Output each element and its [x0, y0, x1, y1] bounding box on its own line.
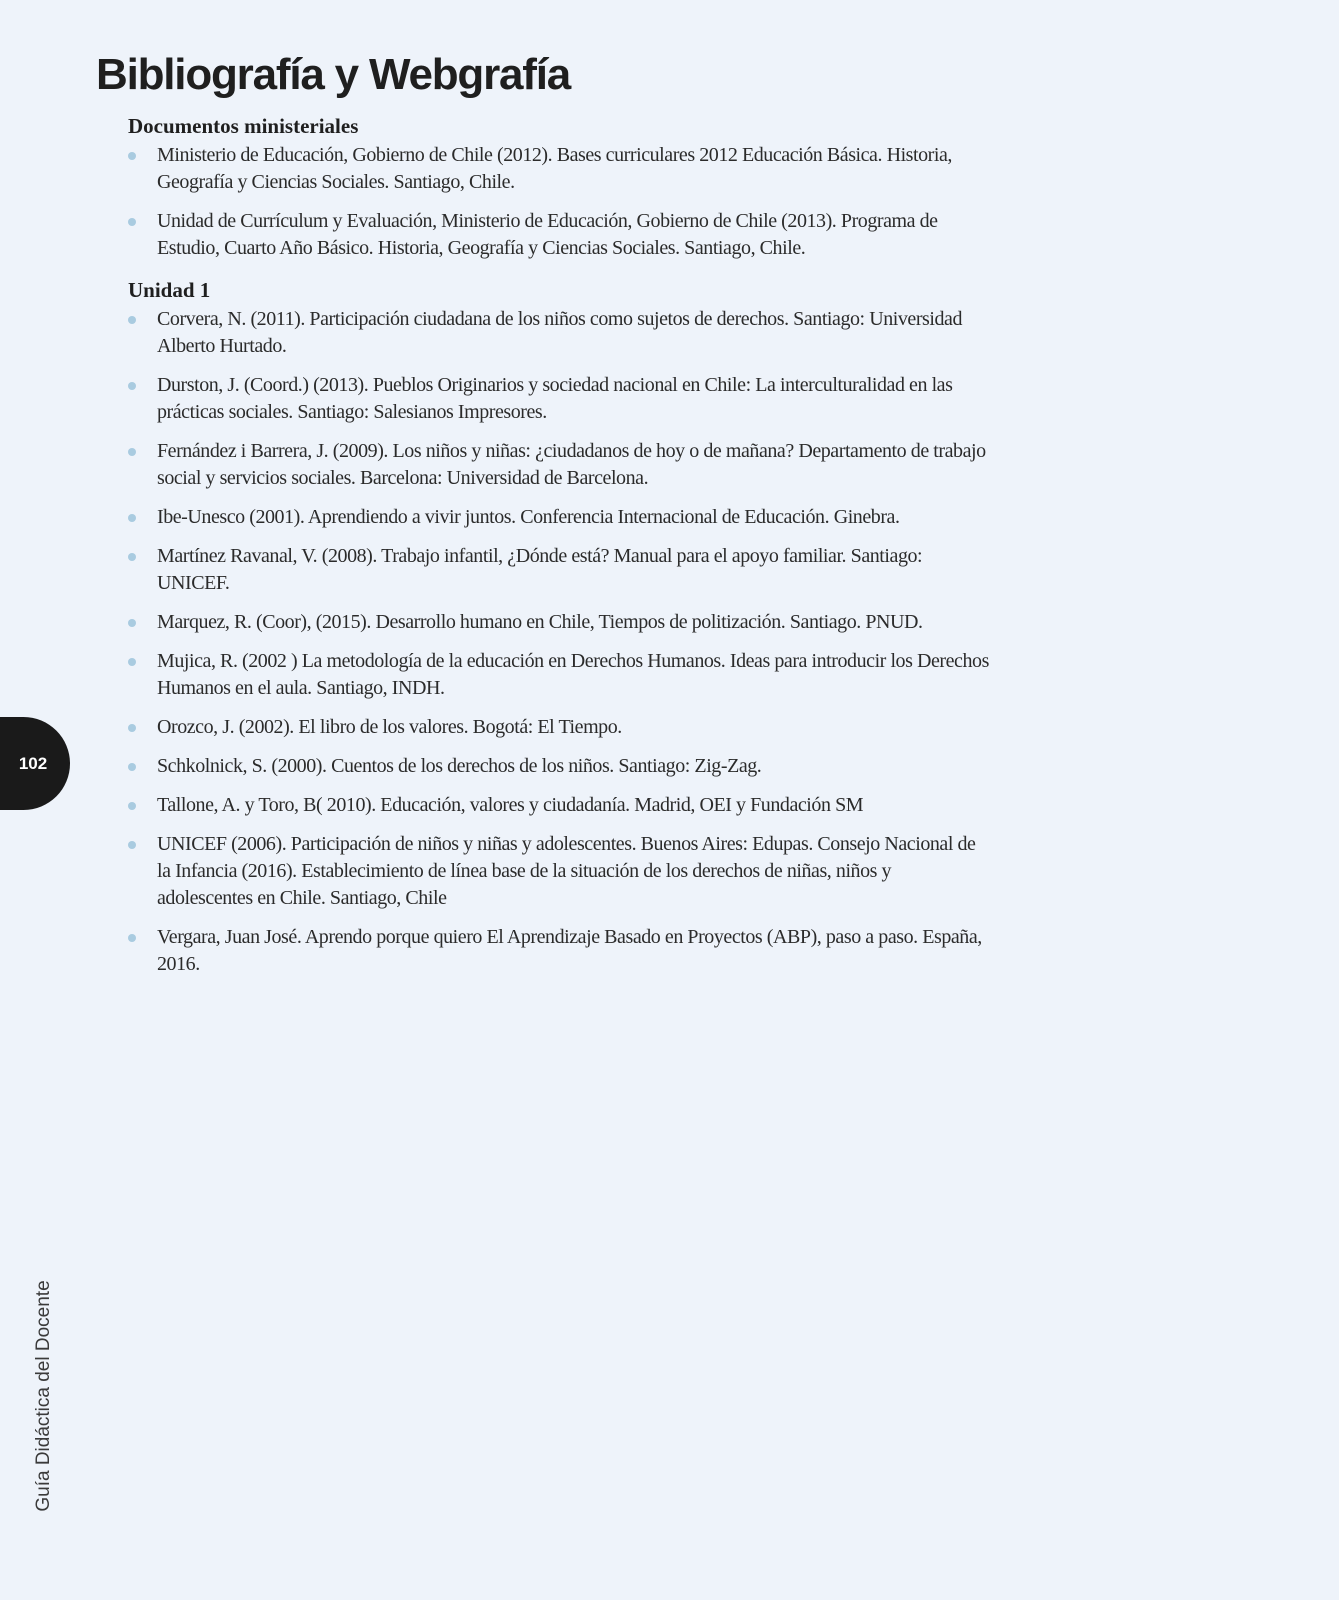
bullet-icon: [128, 218, 136, 226]
bibliography-entry-text: Ministerio de Educación, Gobierno de Chile (2012). Bases curriculares 2012 Educación Básica. Historia, Geografía y Ciencias Sociales. Santiago, Chile.: [157, 144, 952, 193]
bibliography-entry-text: Vergara, Juan José. Aprendo porque quiero El Aprendizaje Basado en Proyectos (ABP), paso a paso. España, 2016.: [157, 926, 982, 975]
bibliography-entry: [128, 714, 990, 741]
bibliography-entry-text: Mujica, R. (2002 ) La metodología de la educación en Derechos Humanos. Ideas para introducir los Derechos Humanos en el aula. Santiago, INDH.: [157, 650, 989, 699]
bibliography-entry: [128, 504, 990, 531]
bibliography-list-unidad-1: [128, 306, 990, 978]
bibliography-entry-text: UNICEF (2006). Participación de niños y niñas y adolescentes. Buenos Aires: Edupas. Consejo Nacional de la Infancia (2016). Establecimiento de línea base de la situación de los derechos de niñas, niños y adolescentes en Chile. Santiago, Chile: [157, 833, 976, 909]
bullet-icon: [128, 514, 136, 522]
side-label: Guía Didáctica del Docente: [33, 1280, 54, 1512]
bibliography-entry: [128, 543, 990, 597]
bibliography-entry: [128, 438, 990, 492]
bibliography-entry: [128, 306, 990, 360]
bibliography-entry: [128, 609, 990, 636]
bibliography-entry: [128, 792, 990, 819]
page-number-tab: [0, 717, 70, 810]
bibliography-entry-text: Fernández i Barrera, J. (2009). Los niños y niñas: ¿ciudadanos de hoy o de mañana? Departamento de trabajo social y servicios sociales. Barcelona: Universidad de Barcelona.: [157, 440, 986, 489]
bibliography-entry: [128, 924, 990, 978]
bullet-icon: [128, 841, 136, 849]
bullet-icon: [128, 724, 136, 732]
bullet-icon: [128, 619, 136, 627]
bibliography-list-documentos: [128, 142, 990, 262]
bibliography-entry: [128, 372, 990, 426]
bullet-icon: [128, 553, 136, 561]
bibliography-entry-text: Marquez, R. (Coor), (2015). Desarrollo humano en Chile, Tiempos de politización. Santiago. PNUD.: [157, 611, 923, 633]
page-number: 102: [18, 753, 48, 773]
bullet-icon: [128, 152, 136, 160]
bullet-icon: [128, 316, 136, 324]
bullet-icon: [128, 763, 136, 771]
bibliography-entry: [128, 142, 990, 196]
bibliography-entry-text: Schkolnick, S. (2000). Cuentos de los derechos de los niños. Santiago: Zig-Zag.: [157, 755, 762, 777]
bibliography-entry: [128, 648, 990, 702]
bibliography-entry: [128, 753, 990, 780]
section-heading-documentos-ministeriales: Documentos ministeriales: [128, 114, 359, 138]
bibliography-entry-text: Corvera, N. (2011). Participación ciudadana de los niños como sujetos de derechos. Santiago: Universidad Alberto Hurtado.: [157, 308, 963, 357]
bullet-icon: [128, 934, 136, 942]
bibliography-entry-text: Unidad de Currículum y Evaluación, Ministerio de Educación, Gobierno de Chile (2013). Programa de Estudio, Cuarto Año Básico. Historia, Geografía y Ciencias Sociales. Santiago, Chile.: [157, 210, 938, 259]
bibliography-entry-text: Ibe-Unesco (2001). Aprendiendo a vivir juntos. Conferencia Internacional de Educación. Ginebra.: [157, 506, 900, 528]
bullet-icon: [128, 658, 136, 666]
section-heading-unidad-1: Unidad 1: [128, 278, 211, 302]
bibliography-entry: [128, 831, 990, 912]
page-title: Bibliografía y Webgrafía: [96, 50, 571, 99]
bullet-icon: [128, 382, 136, 390]
bibliography-entry-text: Orozco, J. (2002). El libro de los valores. Bogotá: El Tiempo.: [157, 716, 622, 738]
bibliography-entry: [128, 208, 990, 262]
bullet-icon: [128, 448, 136, 456]
bibliography-entry-text: Durston, J. (Coord.) (2013). Pueblos Originarios y sociedad nacional en Chile: La interculturalidad en las prácticas sociales. Santiago: Salesianos Impresores.: [157, 374, 953, 423]
bibliography-entry-text: Tallone, A. y Toro, B( 2010). Educación, valores y ciudadanía. Madrid, OEI y Fundación SM: [157, 794, 864, 816]
bullet-icon: [128, 802, 136, 810]
bibliography-content: [128, 112, 990, 990]
bibliography-entry-text: Martínez Ravanal, V. (2008). Trabajo infantil, ¿Dónde está? Manual para el apoyo familiar. Santiago: UNICEF.: [157, 545, 923, 594]
